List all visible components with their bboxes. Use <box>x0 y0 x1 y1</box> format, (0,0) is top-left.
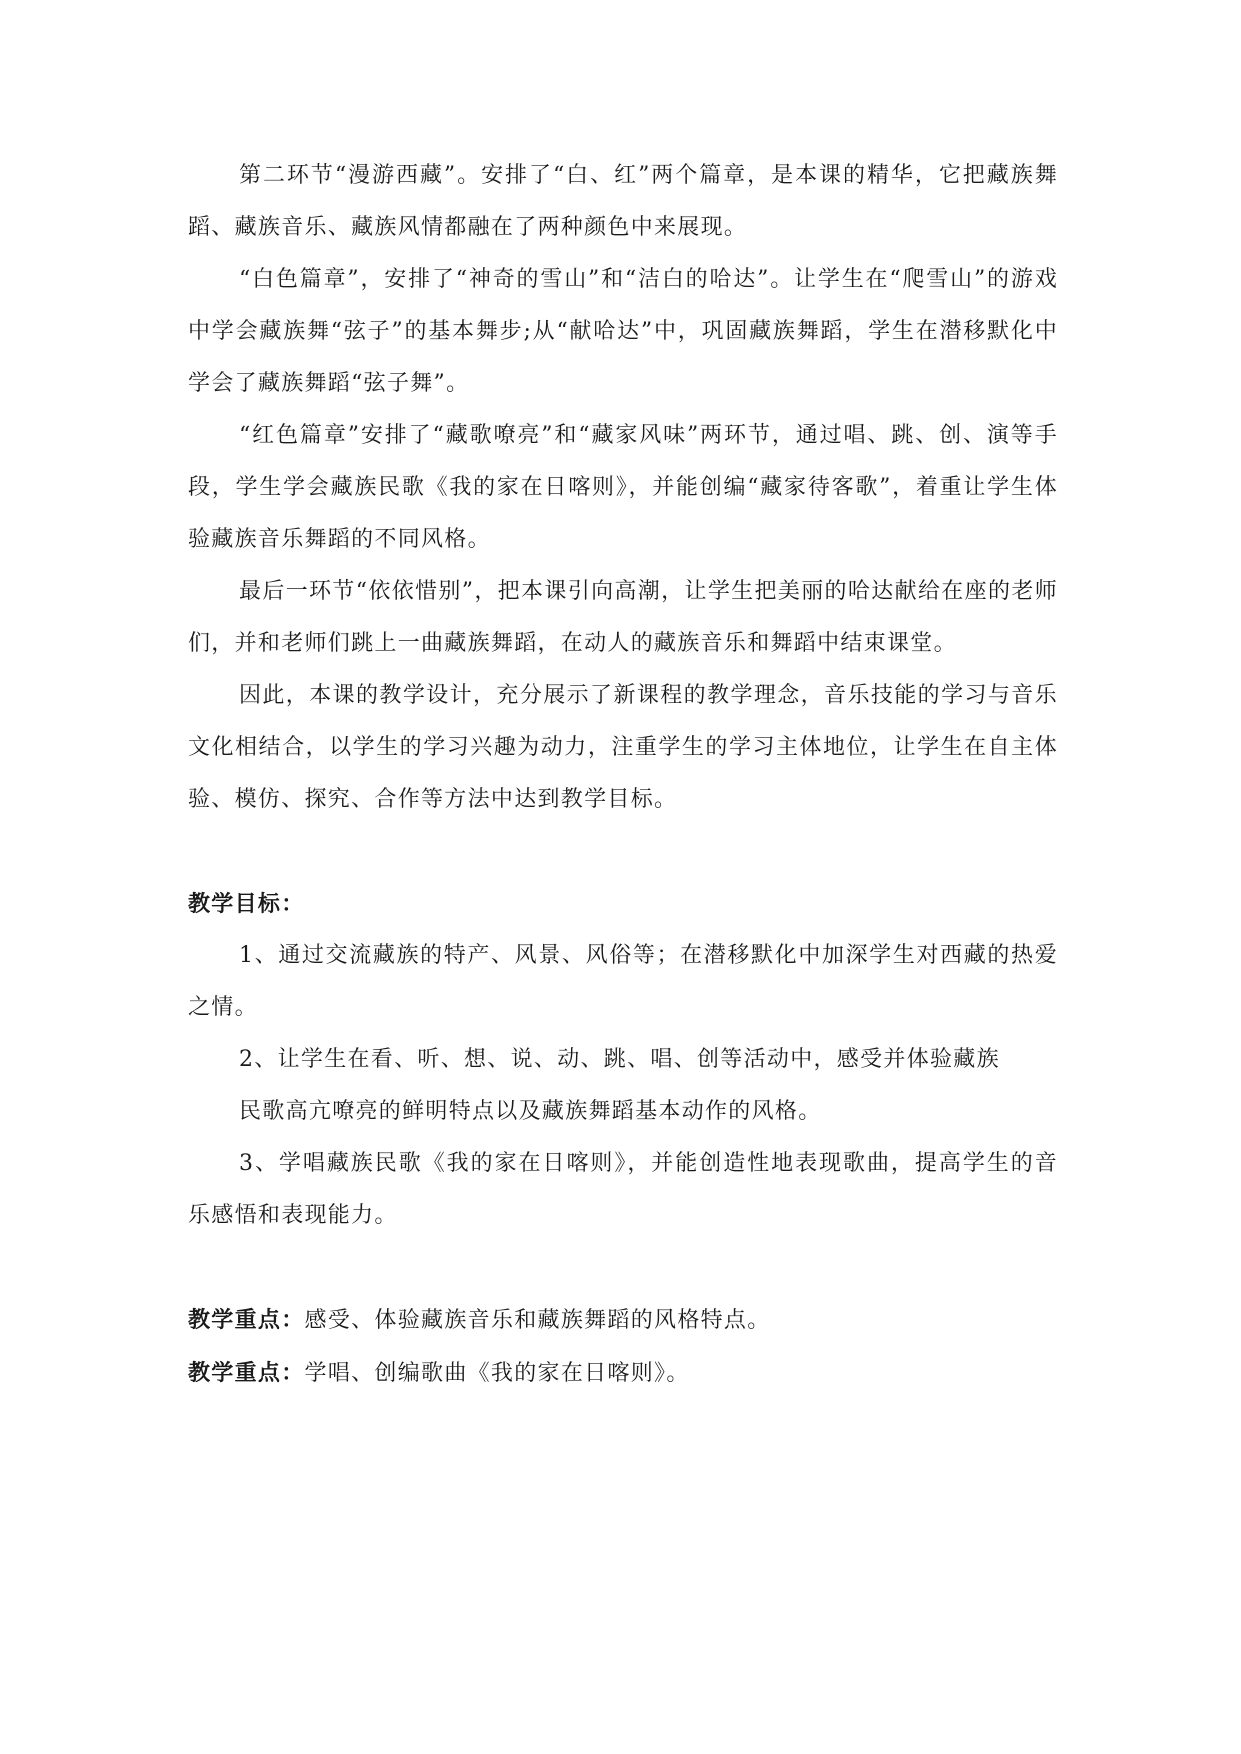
key-point-colon: ： <box>281 1360 305 1386</box>
body-paragraph: 因此，本课的教学设计，充分展示了新课程的教学理念，音乐技能的学习与音乐文化相结合，以学生的学习兴趣为动力，注重学生的学习主体地位，让学生在自主体验、模仿、探究、合作等方法中达到教学目标。 <box>188 683 1058 812</box>
objective-item-2-line-2: 民歌高亢嘹亮的鲜明特点以及藏族舞蹈基本动作的风格。 <box>239 1099 822 1124</box>
section-spacer <box>188 1242 1058 1294</box>
key-point-text: 感受、体验藏族音乐和藏族舞蹈的风格特点。 <box>304 1308 771 1333</box>
key-point-label: 教学重点 <box>188 1360 282 1386</box>
key-point-colon: ： <box>281 1307 305 1333</box>
key-point-label: 教学重点 <box>188 1307 282 1333</box>
objective-item-3: 3、学唱藏族民歌《我的家在日喀则》，并能创造性地表现歌曲，提高学生的音乐感悟和表现能力。 <box>188 1151 1058 1228</box>
key-point-text: 学唱、创编歌曲《我的家在日喀则》。 <box>304 1361 690 1386</box>
objectives-heading: 教学目标： <box>188 891 305 917</box>
objective-item-2-line-1: 2、让学生在看、听、想、说、动、跳、唱、创等活动中，感受并体验藏族 <box>239 1047 1000 1072</box>
key-point-line-2 <box>188 1347 1058 1400</box>
body-paragraph: 最后一环节“依依惜别”，把本课引向高潮，让学生把美丽的哈达献给在座的老师们，并和老师们跳上一曲藏族舞蹈，在动人的藏族音乐和舞蹈中结束课堂。 <box>188 579 1058 656</box>
body-paragraph: “白色篇章”，安排了“神奇的雪山”和“洁白的哈达”。让学生在“爬雪山”的游戏中学会藏族舞“弦子”的基本舞步;从“献哈达”中，巩固藏族舞蹈，学生在潜移默化中学会了藏族舞蹈“弦子舞”。 <box>188 267 1058 396</box>
document-page <box>188 150 1058 1400</box>
objective-item-1: 1、通过交流藏族的特产、风景、风俗等；在潜移默化中加深学生对西藏的热爱之情。 <box>188 943 1058 1020</box>
body-paragraph: “红色篇章”安排了“藏歌嘹亮”和“藏家风味”两环节，通过唱、跳、创、演等手段，学生学会藏族民歌《我的家在日喀则》，并能创编“藏家待客歌”，着重让学生体验藏族音乐舞蹈的不同风格。 <box>188 423 1058 552</box>
key-point-line-1 <box>188 1294 1058 1347</box>
body-paragraph: 第二环节“漫游西藏”。安排了“白、红”两个篇章，是本课的精华，它把藏族舞蹈、藏族音乐、藏族风情都融在了两种颜色中来展现。 <box>188 163 1058 240</box>
section-spacer <box>188 826 1058 878</box>
